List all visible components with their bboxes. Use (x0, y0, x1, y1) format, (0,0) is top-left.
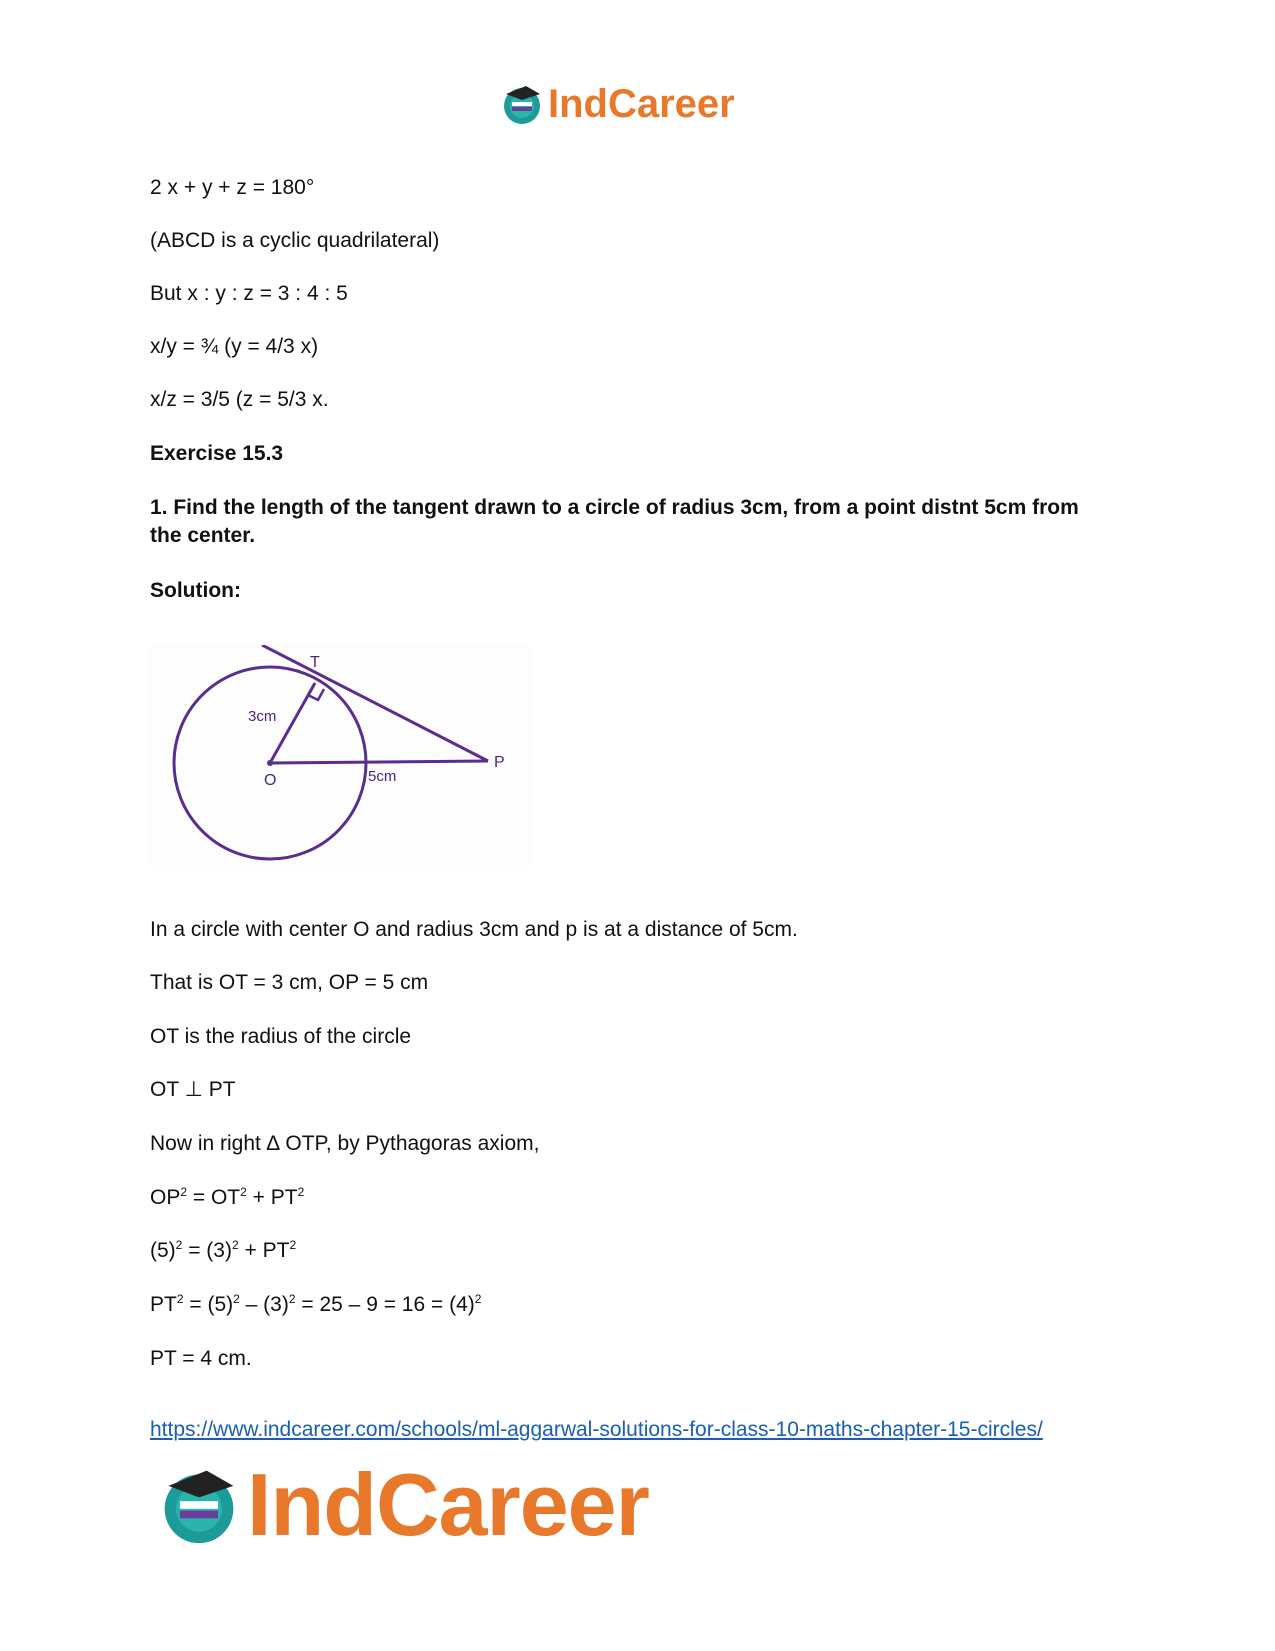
text-line: x/y = ¾ (y = 4/3 x) (150, 335, 319, 358)
tangent-circle-diagram (150, 645, 530, 870)
label-o: O (264, 772, 277, 789)
exercise-title: Exercise 15.3 (150, 442, 284, 465)
solution-label: Solution: (150, 579, 241, 602)
segment-op (270, 761, 488, 763)
brand-name: IndCareer (548, 81, 735, 126)
text-line: OT ⊥ PT (150, 1078, 236, 1101)
equation-3: $PT^2 = (5)^2 - (3)^2 = 25 - 9 = 16 = (4)^2$ (150, 1292, 482, 1316)
brand-name: IndCareer (247, 1455, 649, 1554)
text-line: But x : y : z = 3 : 4 : 5 (150, 282, 348, 305)
equation-2: $(5)^2 = (3)^2 + PT^2$ (150, 1238, 297, 1262)
center-point (267, 760, 273, 766)
equation-4: PT = 4 cm. (150, 1347, 252, 1370)
text-line: x/z = 3/5 (z = 5/3 x. (150, 388, 329, 411)
label-distance: 5cm (368, 768, 397, 785)
text-line: OT is the radius of the circle (150, 1025, 412, 1048)
text-line: Now in right ∆ OTP, by Pythagoras axiom, (150, 1132, 540, 1155)
equation-1: $OP^2 = OT^2 + PT^2$ (150, 1185, 305, 1209)
label-t: T (310, 654, 320, 671)
label-p: P (494, 754, 505, 771)
graduation-globe-icon (500, 82, 544, 126)
graduation-globe-icon (157, 1463, 241, 1547)
footer-logo (157, 1455, 649, 1554)
text-line: That is OT = 3 cm, OP = 5 cm (150, 971, 429, 994)
text-line: In a circle with center O and radius 3cm and p is at a distance of 5cm. (150, 918, 798, 941)
label-radius: 3cm (248, 708, 277, 725)
text-line: (ABCD is a cyclic quadrilateral) (150, 229, 440, 252)
source-link[interactable]: https://www.indcareer.com/schools/ml-aggarwal-solutions-for-class-10-maths-chapter-15-circles/ (150, 1418, 1043, 1441)
header-logo (500, 80, 735, 128)
text-line: 2 x + y + z = 180° (150, 176, 315, 199)
question-text: 1. Find the length of the tangent drawn to a circle of radius 3cm, from a point distnt 5cm from the center. (150, 496, 1079, 547)
